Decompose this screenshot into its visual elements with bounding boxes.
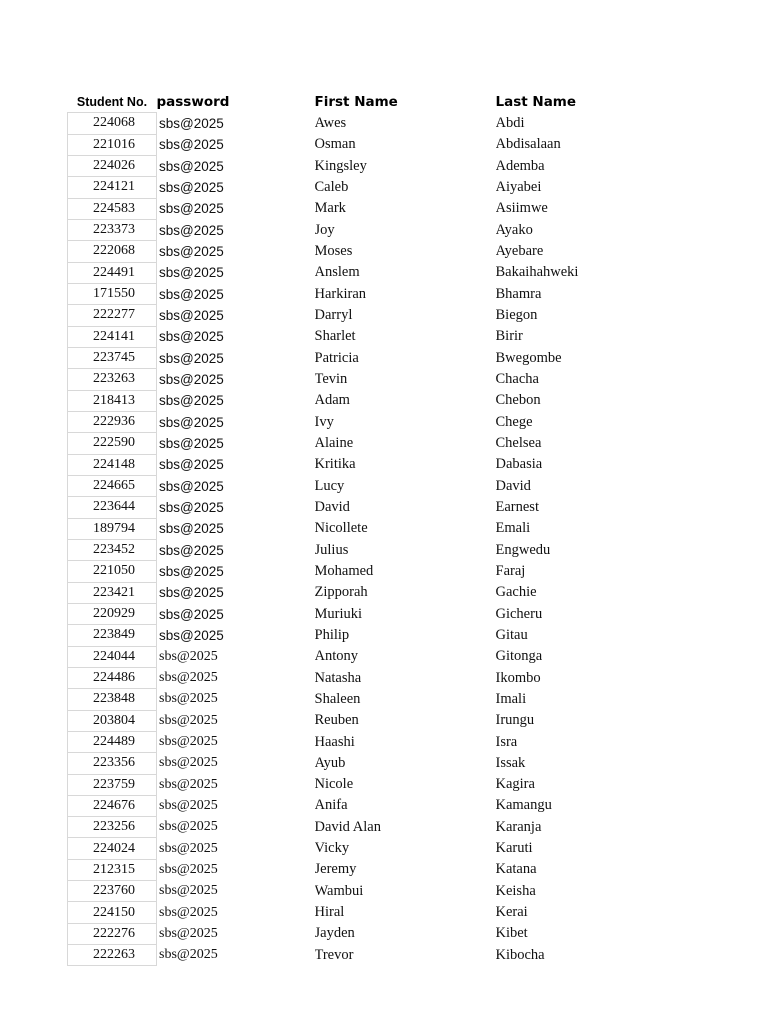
last-name-cell[interactable]: Kibocha xyxy=(495,946,545,963)
student-no-cell[interactable]: 224141 xyxy=(68,326,157,347)
last-name-cell[interactable]: Engwedu xyxy=(495,541,551,558)
password-cell[interactable]: sbs@2025 xyxy=(159,648,218,664)
last-name-cell[interactable]: Gitonga xyxy=(495,648,543,665)
last-name-cell[interactable]: Birir xyxy=(495,328,523,345)
password-cell[interactable]: sbs@2025 xyxy=(159,457,224,473)
table-row xyxy=(68,475,646,496)
table-row xyxy=(68,945,646,966)
first-name-cell[interactable]: Patricia xyxy=(314,349,359,366)
table-row xyxy=(68,390,646,411)
last-name-cell[interactable]: Chacha xyxy=(495,370,539,387)
student-no-cell[interactable]: 224068 xyxy=(68,113,157,134)
table-row xyxy=(68,347,646,368)
last-name-cell[interactable]: Gitau xyxy=(495,626,528,643)
student-no-cell[interactable]: 224148 xyxy=(68,454,157,475)
last-name-cell[interactable]: Bwegombe xyxy=(495,349,562,366)
table-row xyxy=(68,710,646,731)
first-name-cell[interactable]: Lucy xyxy=(314,477,345,494)
table-row xyxy=(68,859,646,880)
student-no-cell[interactable]: 224583 xyxy=(68,198,157,219)
first-name-cell[interactable]: Moses xyxy=(314,242,353,259)
last-name-cell[interactable]: Earnest xyxy=(495,498,539,515)
password-cell[interactable]: sbs@2025 xyxy=(159,797,218,813)
student-roster-sheet xyxy=(67,92,646,966)
password-cell[interactable]: sbs@2025 xyxy=(159,158,224,174)
table-row xyxy=(68,262,646,283)
table-row xyxy=(68,155,646,176)
table-row xyxy=(68,283,646,304)
student-no-cell[interactable]: 171550 xyxy=(68,283,157,304)
last-name-cell[interactable]: Ayako xyxy=(495,221,533,238)
table-row xyxy=(68,113,646,134)
student-no-cell[interactable]: 222936 xyxy=(68,411,157,432)
password-cell[interactable]: sbs@2025 xyxy=(159,521,224,537)
table-row xyxy=(68,817,646,838)
password-cell[interactable]: sbs@2025 xyxy=(159,861,218,877)
password-cell[interactable]: sbs@2025 xyxy=(159,606,224,622)
password-cell[interactable]: sbs@2025 xyxy=(159,307,224,323)
student-no-cell[interactable]: 223848 xyxy=(68,689,157,710)
first-name-cell[interactable]: Osman xyxy=(314,136,356,153)
first-name-cell[interactable]: Joy xyxy=(314,221,335,238)
last-name-cell[interactable]: Kerai xyxy=(495,904,528,921)
student-no-cell[interactable]: 223373 xyxy=(68,219,157,240)
password-cell[interactable]: sbs@2025 xyxy=(159,925,218,941)
student-no-cell[interactable]: 224665 xyxy=(68,475,157,496)
password-cell[interactable]: sbs@2025 xyxy=(159,115,224,131)
table-row xyxy=(68,241,646,262)
table-row xyxy=(68,369,646,390)
first-name-cell[interactable]: Hiral xyxy=(314,904,345,921)
password-cell[interactable]: sbs@2025 xyxy=(159,883,218,899)
student-no-cell[interactable]: 218413 xyxy=(68,390,157,411)
password-cell[interactable]: sbs@2025 xyxy=(159,499,224,515)
password-cell[interactable]: sbs@2025 xyxy=(159,179,224,195)
last-name-cell[interactable]: Katana xyxy=(495,861,537,878)
first-name-cell[interactable]: Alaine xyxy=(314,434,354,451)
student-no-cell[interactable]: 223421 xyxy=(68,582,157,603)
last-name-cell[interactable]: Chelsea xyxy=(495,434,542,451)
first-name-cell[interactable]: Ivy xyxy=(314,413,334,430)
last-name-cell[interactable]: Biegon xyxy=(495,306,538,323)
table-row xyxy=(68,923,646,944)
password-cell[interactable]: sbs@2025 xyxy=(159,137,224,153)
last-name-cell[interactable]: Kamangu xyxy=(495,797,552,814)
password-cell[interactable]: sbs@2025 xyxy=(159,776,218,792)
first-name-cell[interactable]: Sharlet xyxy=(314,328,356,345)
first-name-cell[interactable]: Nicole xyxy=(314,776,354,793)
password-cell[interactable]: sbs@2025 xyxy=(159,734,218,749)
first-name-cell[interactable]: Antony xyxy=(314,648,358,665)
table-row xyxy=(68,689,646,710)
password-cell[interactable]: sbs@2025 xyxy=(159,542,224,558)
first-name-cell[interactable]: Awes xyxy=(314,114,347,131)
student-no-cell[interactable]: 223849 xyxy=(68,625,157,646)
first-name-cell[interactable]: Mark xyxy=(314,200,346,217)
first-name-cell[interactable]: Kritika xyxy=(314,456,356,473)
first-name-cell[interactable]: Mohamed xyxy=(314,562,374,579)
last-name-cell[interactable]: David xyxy=(495,477,531,494)
table-row xyxy=(68,902,646,923)
student-no-cell[interactable]: 224486 xyxy=(68,667,157,688)
last-name-cell[interactable]: Aiyabei xyxy=(495,178,542,195)
last-name-cell[interactable]: Gachie xyxy=(495,584,537,601)
first-name-cell[interactable]: Anifa xyxy=(314,797,348,814)
student-no-cell[interactable]: 222068 xyxy=(68,241,157,262)
last-name-cell[interactable]: Gicheru xyxy=(495,605,543,622)
table-row xyxy=(68,667,646,688)
password-cell[interactable]: sbs@2025 xyxy=(159,755,218,771)
table-row xyxy=(68,134,646,155)
header-row xyxy=(68,92,646,113)
student-no-cell[interactable]: 203804 xyxy=(68,710,157,731)
student-no-cell[interactable]: 223256 xyxy=(68,817,157,838)
table-row xyxy=(68,539,646,560)
student-no-cell[interactable]: 224676 xyxy=(68,795,157,816)
last-name-cell[interactable]: Asiimwe xyxy=(495,200,548,217)
table-row xyxy=(68,198,646,219)
student-no-cell[interactable]: 222277 xyxy=(68,305,157,326)
first-name-cell[interactable]: Muriuki xyxy=(314,605,363,622)
last-name-cell[interactable]: Dabasia xyxy=(495,456,543,473)
first-name-cell[interactable]: Tevin xyxy=(314,370,348,387)
header-student-no: Student No. xyxy=(76,95,148,110)
first-name-cell[interactable]: Nicollete xyxy=(314,520,368,537)
password-cell[interactable]: sbs@2025 xyxy=(159,627,224,643)
first-name-cell[interactable]: Darryl xyxy=(314,306,353,323)
last-name-cell[interactable]: Imali xyxy=(495,690,527,707)
first-name-cell[interactable]: Julius xyxy=(314,541,349,558)
first-name-cell[interactable]: Harkiran xyxy=(314,285,367,302)
first-name-cell[interactable]: Jayden xyxy=(314,925,355,942)
last-name-cell[interactable]: Kagira xyxy=(495,776,535,793)
table-row xyxy=(68,219,646,240)
student-no-cell[interactable]: 223452 xyxy=(68,539,157,560)
student-no-cell[interactable]: 223760 xyxy=(68,881,157,902)
table-row xyxy=(68,411,646,432)
header-first-name: First Name xyxy=(314,94,398,111)
first-name-cell[interactable]: Wambui xyxy=(314,882,364,899)
student-no-cell[interactable]: 223263 xyxy=(68,369,157,390)
header-password: password xyxy=(156,94,230,111)
last-name-cell[interactable]: Abdi xyxy=(495,114,525,131)
first-name-cell[interactable]: Haashi xyxy=(314,733,355,750)
student-no-cell[interactable]: 224150 xyxy=(68,902,157,923)
password-cell[interactable]: sbs@2025 xyxy=(159,393,224,409)
first-name-cell[interactable]: Adam xyxy=(314,392,350,409)
first-name-cell[interactable]: Trevor xyxy=(314,946,354,963)
first-name-cell[interactable]: Natasha xyxy=(314,669,362,686)
password-cell[interactable]: sbs@2025 xyxy=(159,265,224,281)
student-no-cell[interactable]: 224026 xyxy=(68,155,157,176)
first-name-cell[interactable]: Vicky xyxy=(314,840,350,857)
student-no-cell[interactable]: 223745 xyxy=(68,347,157,368)
password-cell[interactable]: sbs@2025 xyxy=(159,350,224,366)
table-row xyxy=(68,838,646,859)
last-name-cell[interactable]: Ayebare xyxy=(495,242,544,259)
table-row xyxy=(68,326,646,347)
table-row xyxy=(68,305,646,326)
last-name-cell[interactable]: Ademba xyxy=(495,157,545,174)
password-cell[interactable]: sbs@2025 xyxy=(159,222,224,238)
table-row xyxy=(68,582,646,603)
last-name-cell[interactable]: Keisha xyxy=(495,882,536,899)
last-name-cell[interactable]: Chebon xyxy=(495,392,541,409)
table-row xyxy=(68,561,646,582)
first-name-cell[interactable]: Anslem xyxy=(314,264,360,281)
first-name-cell[interactable]: Philip xyxy=(314,626,350,643)
first-name-cell[interactable]: Caleb xyxy=(314,178,349,195)
last-name-cell[interactable]: Karanja xyxy=(495,818,542,835)
student-no-cell[interactable]: 221016 xyxy=(68,134,157,155)
last-name-cell[interactable]: Emali xyxy=(495,520,531,537)
password-cell[interactable]: sbs@2025 xyxy=(159,286,224,302)
table-row xyxy=(68,625,646,646)
first-name-cell[interactable]: Ayub xyxy=(314,754,346,771)
table-row xyxy=(68,646,646,667)
first-name-cell[interactable]: Reuben xyxy=(314,712,359,729)
last-name-cell[interactable]: Isra xyxy=(495,733,518,750)
password-cell[interactable]: sbs@2025 xyxy=(159,435,224,451)
password-cell[interactable]: sbs@2025 xyxy=(159,947,218,963)
student-no-cell[interactable]: 223759 xyxy=(68,774,157,795)
password-cell[interactable]: sbs@2025 xyxy=(159,691,218,707)
student-table xyxy=(67,92,646,966)
last-name-cell[interactable]: Irungu xyxy=(495,712,535,729)
last-name-cell[interactable]: Bhamra xyxy=(495,285,542,302)
student-no-cell[interactable]: 212315 xyxy=(68,859,157,880)
password-cell[interactable]: sbs@2025 xyxy=(159,585,224,601)
student-no-cell[interactable]: 222263 xyxy=(68,945,157,966)
table-row xyxy=(68,795,646,816)
last-name-cell[interactable]: Issak xyxy=(495,754,526,771)
password-cell[interactable]: sbs@2025 xyxy=(159,904,218,920)
table-row xyxy=(68,454,646,475)
last-name-cell[interactable]: Karuti xyxy=(495,840,533,857)
last-name-cell[interactable]: Ikombo xyxy=(495,669,541,686)
table-row xyxy=(68,518,646,539)
password-cell[interactable]: sbs@2025 xyxy=(159,371,224,387)
first-name-cell[interactable]: Zipporah xyxy=(314,584,368,601)
header-last-name: Last Name xyxy=(495,94,577,111)
last-name-cell[interactable]: Abdisalaan xyxy=(495,136,561,153)
table-row xyxy=(68,753,646,774)
password-cell[interactable]: sbs@2025 xyxy=(159,712,218,728)
student-no-cell[interactable]: 189794 xyxy=(68,518,157,539)
password-cell[interactable]: sbs@2025 xyxy=(159,819,218,835)
password-cell[interactable]: sbs@2025 xyxy=(159,329,224,345)
table-row xyxy=(68,774,646,795)
first-name-cell[interactable]: Kingsley xyxy=(314,157,367,174)
password-cell[interactable]: sbs@2025 xyxy=(159,201,224,217)
first-name-cell[interactable]: David Alan xyxy=(314,818,381,835)
password-cell[interactable]: sbs@2025 xyxy=(159,563,224,579)
table-row xyxy=(68,603,646,624)
last-name-cell[interactable]: Bakaihahweki xyxy=(495,264,579,281)
student-no-cell[interactable]: 224489 xyxy=(68,731,157,752)
password-cell[interactable]: sbs@2025 xyxy=(159,670,218,686)
student-no-cell[interactable]: 220929 xyxy=(68,603,157,624)
student-no-cell[interactable]: 222276 xyxy=(68,923,157,944)
table-row xyxy=(68,497,646,518)
last-name-cell[interactable]: Kibet xyxy=(495,925,528,942)
student-no-cell[interactable]: 222590 xyxy=(68,433,157,454)
password-cell[interactable]: sbs@2025 xyxy=(159,243,224,259)
student-no-cell[interactable]: 223356 xyxy=(68,753,157,774)
table-row xyxy=(68,177,646,198)
table-row xyxy=(68,881,646,902)
password-cell[interactable]: sbs@2025 xyxy=(159,478,224,494)
student-no-cell[interactable]: 221050 xyxy=(68,561,157,582)
student-no-cell[interactable]: 224121 xyxy=(68,177,157,198)
first-name-cell[interactable]: David xyxy=(314,498,350,515)
first-name-cell[interactable]: Jeremy xyxy=(314,861,357,878)
student-no-cell[interactable]: 224491 xyxy=(68,262,157,283)
password-cell[interactable]: sbs@2025 xyxy=(159,414,224,430)
last-name-cell[interactable]: Chege xyxy=(495,413,533,430)
student-no-cell[interactable]: 224024 xyxy=(68,838,157,859)
student-no-cell[interactable]: 223644 xyxy=(68,497,157,518)
password-cell[interactable]: sbs@2025 xyxy=(159,840,218,856)
last-name-cell[interactable]: Faraj xyxy=(495,562,526,579)
student-no-cell[interactable]: 224044 xyxy=(68,646,157,667)
first-name-cell[interactable]: Shaleen xyxy=(314,690,361,707)
table-row xyxy=(68,433,646,454)
table-row xyxy=(68,731,646,752)
